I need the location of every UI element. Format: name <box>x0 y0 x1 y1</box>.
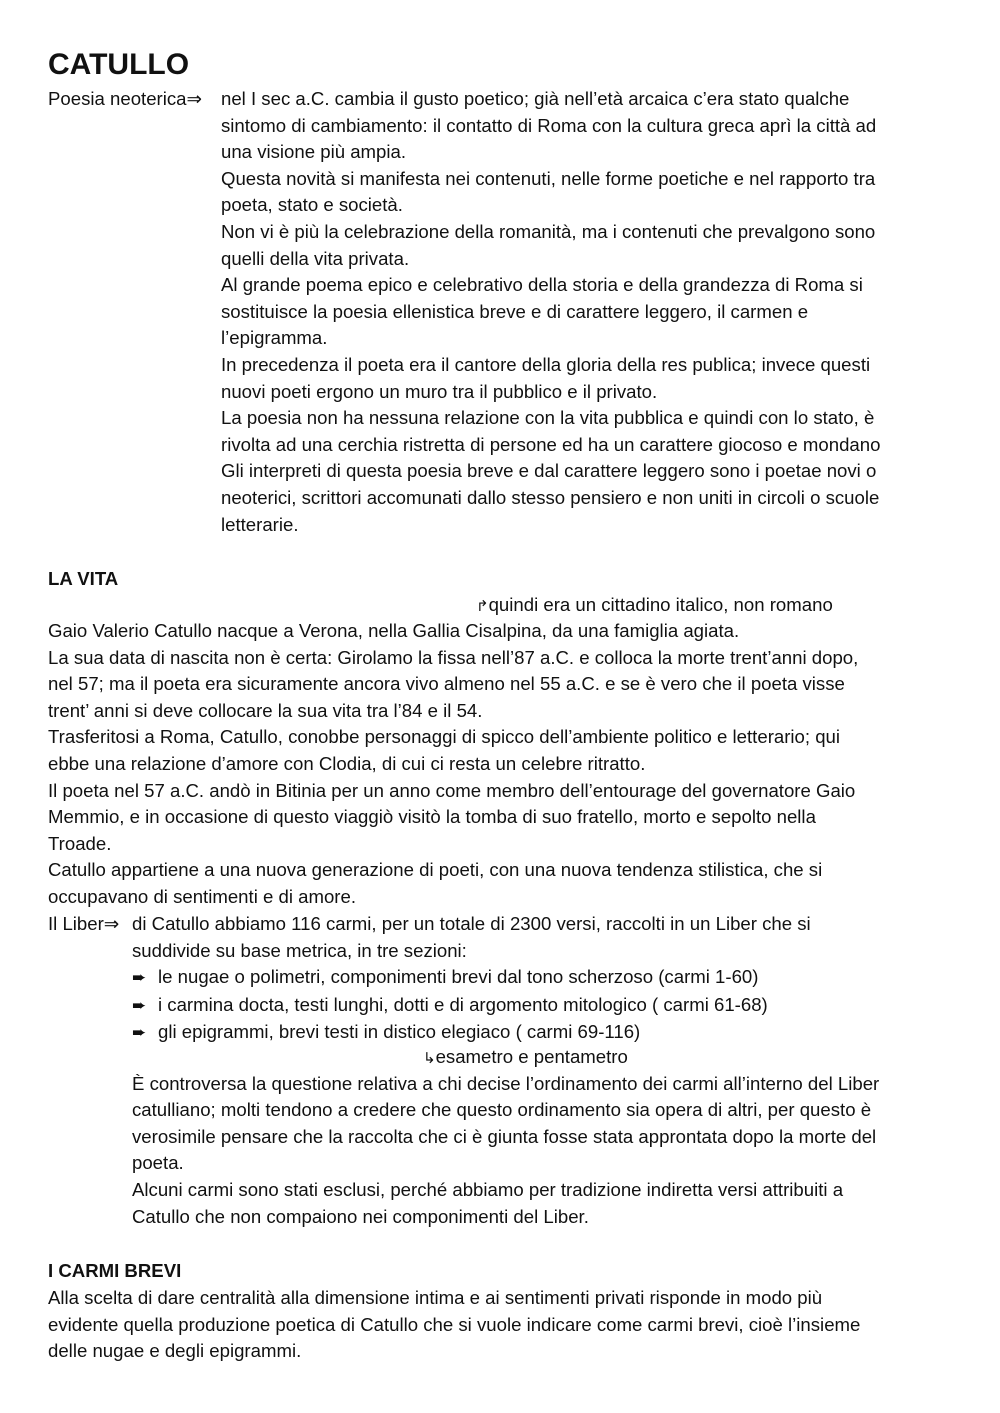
vita-line: Troade. <box>48 832 112 854</box>
liber-body-line: Catullo che non compaiono nei componimenti del Liber. <box>132 1205 589 1227</box>
intro-line: nel I sec a.C. cambia il gusto poetico; già nell’età arcaica c’era stato qualche <box>221 88 850 109</box>
intro-body <box>221 86 951 538</box>
corner-arrow-icon: ↱ <box>476 597 489 615</box>
vita-line: Il poeta nel 57 a.C. andò in Bitinia per un anno come membro dell’entourage del governatore Gaio <box>48 779 856 801</box>
list-item <box>132 1019 768 1047</box>
liber-line: suddivide su base metrica, in tre sezioni: <box>132 939 467 961</box>
liber-body-line: verosimile pensare che la raccolta che ci è giunta fosse stata approntata dopo la morte del <box>132 1125 877 1147</box>
return-arrow-icon: ↳ <box>423 1049 436 1067</box>
arrow-bullet-icon: ➨ <box>132 1023 147 1043</box>
document-title: CATULLO <box>48 48 190 81</box>
liber-body-line: Alcuni carmi sono stati esclusi, perché abbiamo per tradizione indiretta versi attribuiti a <box>132 1178 844 1200</box>
intro-line: nuovi poeti ergono un muro tra il pubblico e il privato. <box>221 380 658 402</box>
intro-line: quelli della vita privata. <box>221 247 410 269</box>
liber-line: di Catullo abbiamo 116 carmi, per un totale di 2300 versi, raccolti in un Liber che si <box>132 913 811 934</box>
vita-line: La sua data di nascita non è certa: Girolamo la fissa nell’87 a.C. e colloca la morte trent’anni dopo, <box>48 646 859 668</box>
liber-body-line: poeta. <box>132 1152 184 1174</box>
vita-line: Gaio Valerio Catullo nacque a Verona, nella Gallia Cisalpina, da una famiglia agiata. <box>48 620 740 641</box>
intro-line: Questa novità si manifesta nei contenuti, nelle forme poetiche e nel rapporto tra <box>221 167 876 189</box>
vita-line: trent’ anni si deve collocare la sua vita tra l’84 e il 54. <box>48 699 483 721</box>
vita-heading: LA VITA <box>48 568 119 589</box>
intro-line: sostituisce la poesia ellenistica breve e di carattere leggero, il carmen e <box>221 300 809 322</box>
carmi-brevi-body <box>48 1285 958 1365</box>
intro-line: Gli interpreti di questa poesia breve e dal carattere leggero sono i poetae novi o <box>221 460 877 482</box>
intro-label: Poesia neoterica⇒ <box>48 88 203 109</box>
intro-line: l’epigramma. <box>221 327 328 349</box>
liber-body-line: catulliano; molti tendono a credere che questo ordinamento sia opera di altri, per questo è <box>132 1099 872 1121</box>
liber-sections-list <box>132 964 768 1047</box>
liber-label: Il Liber⇒ <box>48 913 120 934</box>
list-item-text: le nugae o polimetri, componimenti brevi dal tono scherzoso (carmi 1-60) <box>158 966 759 988</box>
list-item-text: i carmina docta, testi lunghi, dotti e di argomento mitologico ( carmi 61-68) <box>158 993 768 1015</box>
vita-line: nel 57; ma il poeta era sicuramente ancora vivo almeno nel 55 a.C. e se è vero che il poeta visse <box>48 673 845 695</box>
carmi-brevi-line: evidente quella produzione poetica di Catullo che si vuole indicare come carmi brevi, cioè l’insieme <box>48 1313 861 1335</box>
vita-body <box>48 618 958 911</box>
vita-line: occupavano di sentimenti e di amore. <box>48 885 357 907</box>
vita-line: Catullo appartiene a una nuova generazione di poeti, con una nuova tendenza stilistica, che si <box>48 859 823 881</box>
vita-margin-note <box>476 592 833 620</box>
intro-line: In precedenza il poeta era il cantore della gloria della res publica; invece questi <box>221 353 871 375</box>
vita-line: Trasferitosi a Roma, Catullo, conobbe personaggi di spicco dell’ambiente politico e letterario; qui <box>48 726 841 748</box>
list-item <box>132 964 768 992</box>
intro-line: poeta, stato e società. <box>221 194 403 216</box>
intro-line: Non vi è più la celebrazione della romanità, ma i contenuti che prevalgono sono <box>221 220 876 242</box>
vita-line: Memmio, e in occasione di questo viaggiò visitò la tomba di suo fratello, morto e sepolto nella <box>48 806 816 828</box>
intro-line: sintomo di cambiamento: il contatto di Roma con la cultura greca aprì la città ad <box>221 114 877 136</box>
vita-line: ebbe una relazione d’amore con Clodia, di cui ci resta un celebre ritratto. <box>48 752 646 774</box>
intro-line: una visione più ampia. <box>221 141 407 163</box>
intro-line: letterarie. <box>221 513 299 535</box>
meter-note <box>423 1044 628 1072</box>
arrow-bullet-icon: ➨ <box>132 995 147 1015</box>
list-item-text: gli epigrammi, brevi testi in distico elegiaco ( carmi 69-116) <box>158 1021 641 1043</box>
intro-line: rivolta ad una cerchia ristretta di persone ed ha un carattere giocoso e mondano <box>221 433 881 455</box>
intro-line: Al grande poema epico e celebrativo della storia e della grandezza di Roma si <box>221 274 863 296</box>
carmi-brevi-line: Alla scelta di dare centralità alla dimensione intima e ai sentimenti privati risponde in modo più <box>48 1287 823 1308</box>
intro-line: neoterici, scrittori accomunati dallo stesso pensiero e non uniti in circoli o scuole <box>221 486 880 508</box>
vita-note-text: quindi era un cittadino italico, non romano <box>488 594 833 615</box>
liber-body-line: È controversa la questione relativa a chi decise l’ordinamento dei carmi all’interno del Liber <box>132 1072 880 1094</box>
liber-body <box>132 1071 962 1231</box>
arrow-bullet-icon: ➨ <box>132 968 147 988</box>
carmi-brevi-line: delle nugae e degli epigrammi. <box>48 1340 302 1362</box>
meter-note-text: esametro e pentametro <box>435 1046 628 1067</box>
list-item <box>132 992 768 1020</box>
carmi-brevi-heading: I CARMI BREVI <box>48 1260 182 1281</box>
intro-line: La poesia non ha nessuna relazione con la vita pubblica e quindi con lo stato, è <box>221 407 875 429</box>
